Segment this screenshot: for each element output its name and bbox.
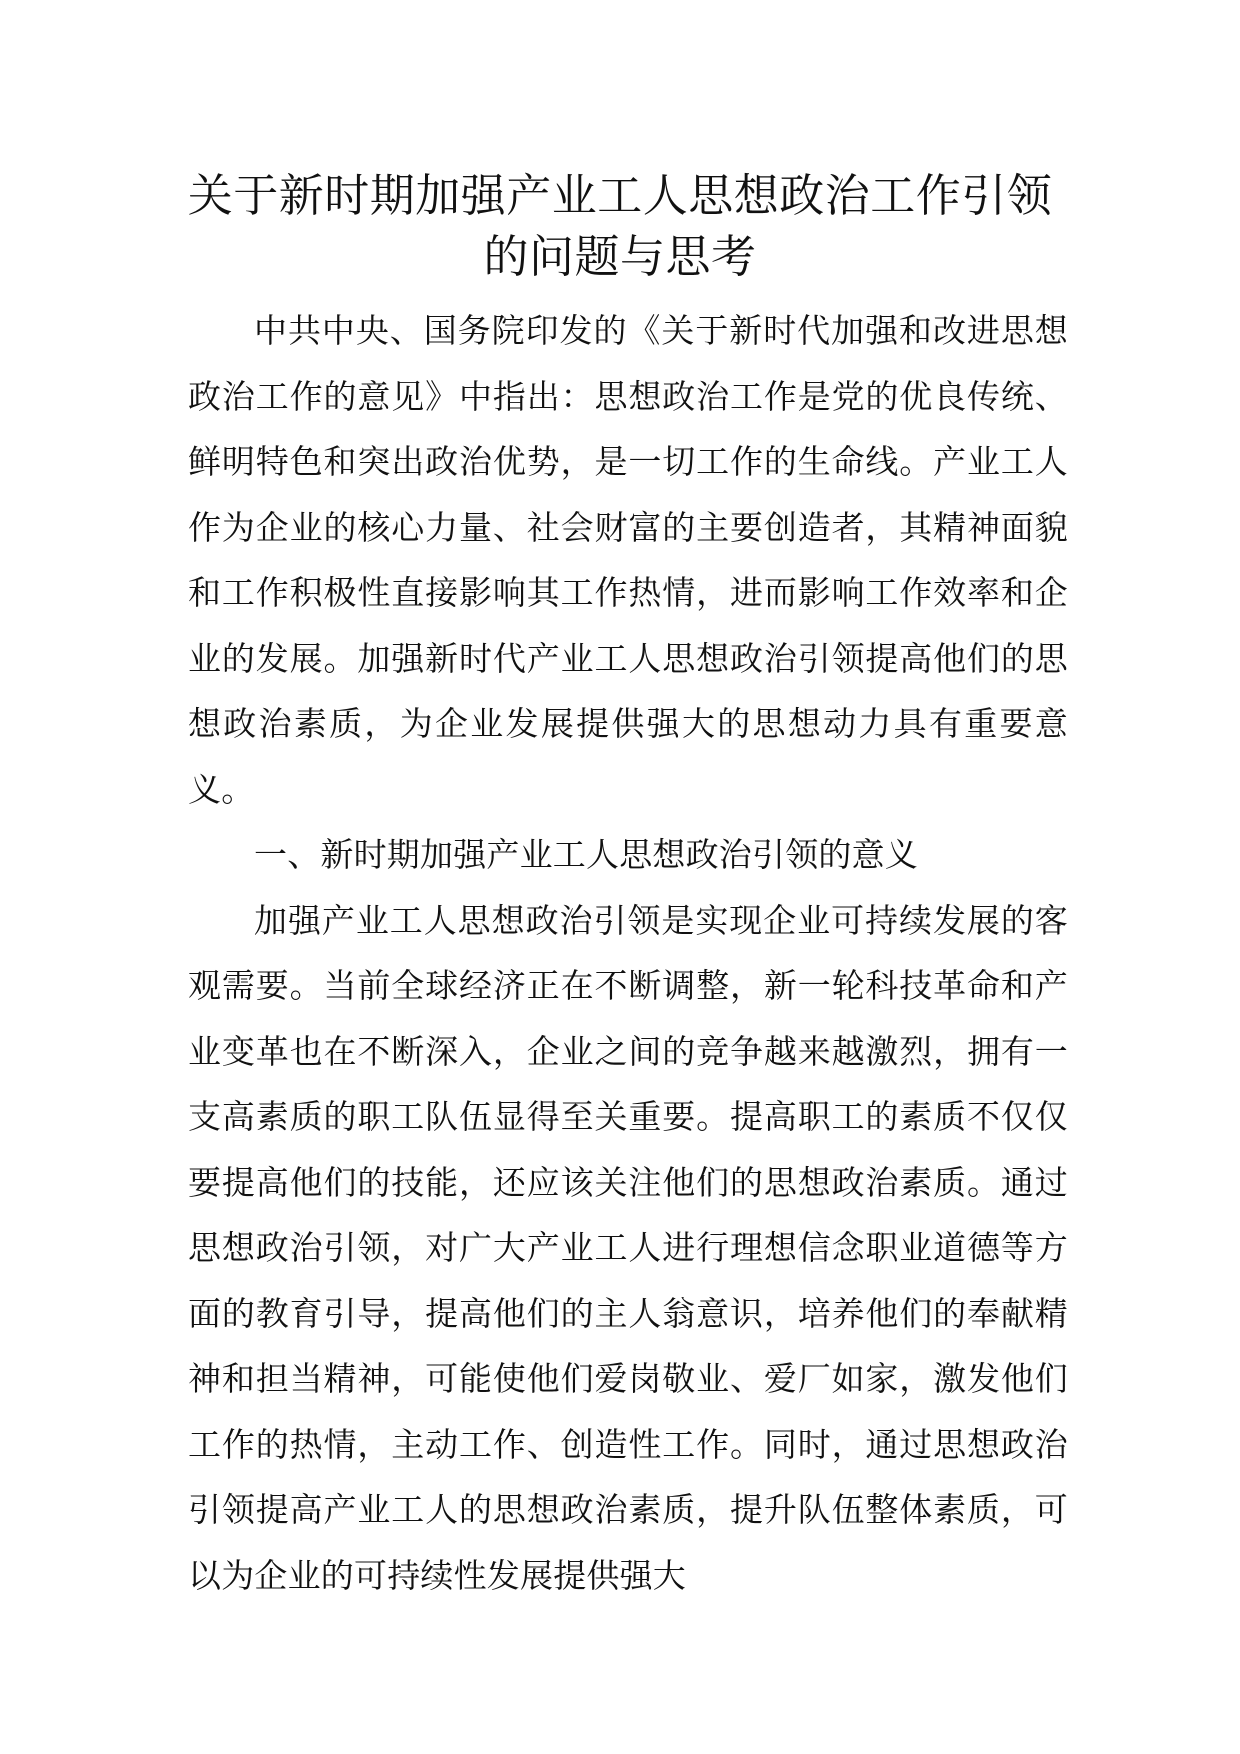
paragraph-section-1: 加强产业工人思想政治引领是实现企业可持续发展的客观需要。当前全球经济正在不断调整，新一轮科技革命和产业变革也在不断深入，企业之间的竞争越来越激烈，拥有一支高素质的职工队伍显得至关重要。提高职工的素质不仅仅要提高他们的技能，还应该关注他们的思想政治素质。通过思想政治引领，对广大产业工人进行理想信念职业道德等方面的教育引导，提高他们的主人翁意识，培养他们的奉献精神和担当精神，可能使他们爱岗敬业、爱厂如家，激发他们工作的热情，主动工作、创造性工作。同时，通过思想政治引领提高产业工人的思想政治素质，提升队伍整体素质，可以为企业的可持续性发展提供强大	[188, 900, 1068, 1595]
section-heading-1: 一、新时期加强产业工人思想政治引领的意义	[254, 835, 918, 874]
document-body	[188, 298, 1068, 1608]
paragraph-intro: 中共中央、国务院印发的《关于新时代加强和改进思想政治工作的意见》中指出：思想政治工作是党的优良传统、鲜明特色和突出政治优势，是一切工作的生命线。产业工人作为企业的核心力量、社会财富的主要创造者，其精神面貌和工作积极性直接影响其工作热情，进而影响工作效率和企业的发展。加强新时代产业工人思想政治引领提高他们的思想政治素质，为企业发展提供强大的思想动力具有重要意义。	[188, 311, 1068, 809]
document-title: 关于新时期加强产业工人思想政治工作引领的问题与思考	[187, 169, 1053, 283]
